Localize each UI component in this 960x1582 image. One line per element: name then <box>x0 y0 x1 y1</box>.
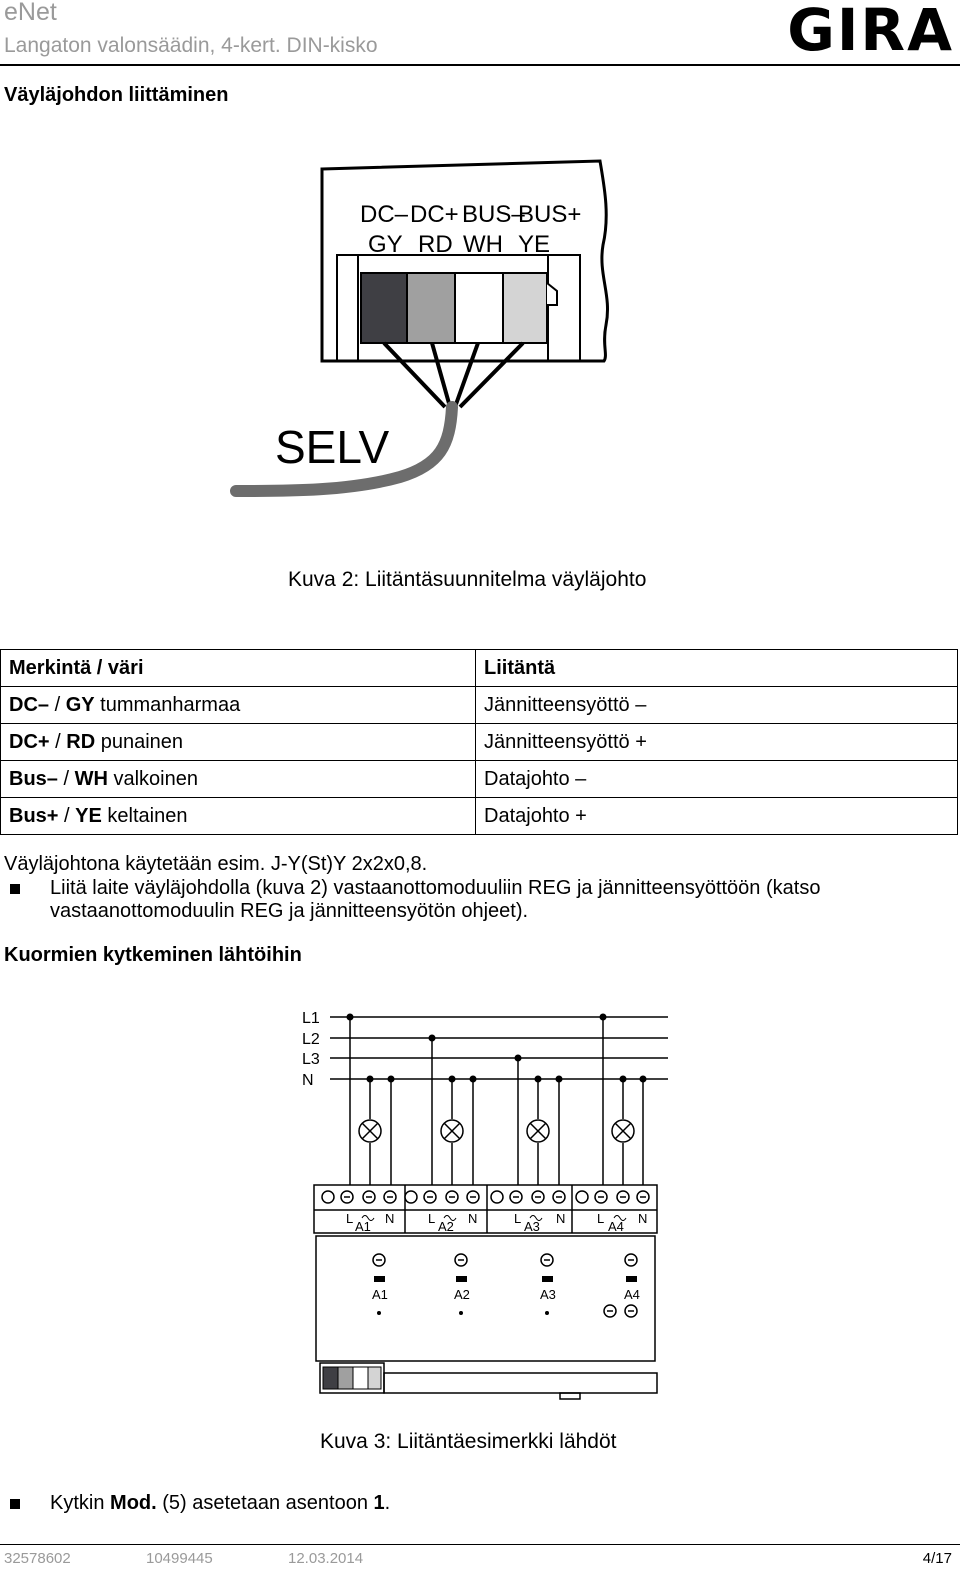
table-cell: Bus+ / YE keltainen <box>1 798 476 835</box>
table-header-cell: Liitäntä <box>476 650 958 687</box>
terminal-screws <box>322 1191 649 1203</box>
bus-terminal-block <box>323 1367 381 1389</box>
table-cell: Jännitteensyöttö + <box>476 724 958 761</box>
output-labels-top <box>355 1219 624 1234</box>
supply-lines <box>330 1017 668 1079</box>
header-rule <box>0 64 960 66</box>
color-label-wh: WH <box>463 231 503 258</box>
product-subtitle: Langaton valonsäädin, 4-kert. DIN-kisko <box>4 34 378 57</box>
table-row <box>1 687 958 724</box>
dimmer-symbol-icons <box>362 1216 626 1221</box>
table-row <box>1 761 958 798</box>
svg-text:A3: A3 <box>540 1287 556 1302</box>
wiring-legend-table <box>0 649 958 835</box>
load-circuits <box>350 1017 643 1185</box>
table-cell: DC+ / RD punainen <box>1 724 476 761</box>
table-header-row <box>1 650 958 687</box>
svg-text:A4: A4 <box>608 1219 624 1234</box>
footer-date: 12.03.2014 <box>288 1550 364 1567</box>
bullet-instruction-mod: Kytkin Mod. (5) asetetaan asentoon 1. <box>50 1492 391 1514</box>
front-panel-buttons <box>373 1254 637 1317</box>
brand-logo: GIRA <box>787 0 954 64</box>
svg-text:A2: A2 <box>438 1219 454 1234</box>
line-label-l1: L1 <box>302 1010 320 1027</box>
section-title-load-connection: Kuormien kytkeminen lähtöihin <box>4 944 302 966</box>
svg-text:L: L <box>428 1211 436 1226</box>
terminal-label-bus-plus: BUS+ <box>518 201 582 228</box>
output-labels-front <box>372 1287 640 1302</box>
bus-connection-diagram <box>0 145 960 515</box>
svg-text:L: L <box>514 1211 522 1226</box>
table-cell: DC– / GY tummanharmaa <box>1 687 476 724</box>
bullet-square-icon <box>10 1499 20 1509</box>
section-title-bus-connection: Väyläjohdon liittäminen <box>4 84 229 106</box>
line-label-l2: L2 <box>302 1031 320 1048</box>
footer-rule <box>0 1544 960 1545</box>
selv-label: SELV <box>275 421 390 473</box>
table-header-cell: Merkintä / väri <box>1 650 476 687</box>
terminal-rd <box>407 273 455 343</box>
svg-text:N: N <box>638 1211 648 1226</box>
line-label-l3: L3 <box>302 1051 320 1068</box>
terminal-ye <box>503 273 547 343</box>
line-label-n: N <box>302 1072 314 1089</box>
bus-wires <box>384 343 523 407</box>
status-leds <box>374 1276 637 1282</box>
svg-text:N: N <box>556 1211 566 1226</box>
junction-dots <box>347 1014 647 1083</box>
figure-3-caption: Kuva 3: Liitäntäesimerkki lähdöt <box>320 1430 617 1453</box>
bullet-instruction-bus: Liitä laite väyläjohdolla (kuva 2) vastaanottomoduuliin REG ja jännitteensyöttöön (katso vastaanottomoduulin REG ja jännitteensyötön ohjeet). <box>50 877 821 922</box>
footer-doc-number: 32578602 <box>4 1550 71 1567</box>
svg-text:A4: A4 <box>624 1287 640 1302</box>
table-row <box>1 724 958 761</box>
lamp-icons <box>359 1120 634 1142</box>
terminal-label-dc-minus: DC– <box>360 201 409 228</box>
table-cell: Datajohto – <box>476 761 958 798</box>
terminal-label-dc-plus: DC+ <box>410 201 459 228</box>
terminal-gy <box>361 273 407 343</box>
svg-text:A1: A1 <box>372 1287 388 1302</box>
table-cell: Jännitteensyöttö – <box>476 687 958 724</box>
svg-text:N: N <box>385 1211 395 1226</box>
label-dots <box>377 1311 549 1315</box>
terminal-wh <box>455 273 503 343</box>
bullet-square-icon <box>10 884 20 894</box>
svg-text:A3: A3 <box>524 1219 540 1234</box>
svg-text:A2: A2 <box>454 1287 470 1302</box>
terminal-letters <box>346 1211 647 1226</box>
table-cell: Bus– / WH valkoinen <box>1 761 476 798</box>
color-label-gy: GY <box>368 231 403 258</box>
svg-text:A1: A1 <box>355 1219 371 1234</box>
footer-page-number: 4/17 <box>922 1550 952 1567</box>
color-label-ye: YE <box>518 231 551 258</box>
svg-text:L: L <box>346 1211 354 1226</box>
table-cell: Datajohto + <box>476 798 958 835</box>
product-name: eNet <box>4 0 57 26</box>
footer-order-number: 10499445 <box>146 1550 213 1567</box>
svg-text:N: N <box>468 1211 478 1226</box>
svg-text:L: L <box>597 1211 605 1226</box>
output-wiring-diagram <box>0 995 960 1415</box>
color-label-rd: RD <box>418 231 453 258</box>
terminal-label-bus-minus: BUS– <box>462 201 525 228</box>
cable-note: Väyläjohtona käytetään esim. J-Y(St)Y 2x2x0,8. <box>4 853 428 875</box>
figure-2-caption: Kuva 2: Liitäntäsuunnitelma väyläjohto <box>288 568 647 591</box>
table-row <box>1 798 958 835</box>
